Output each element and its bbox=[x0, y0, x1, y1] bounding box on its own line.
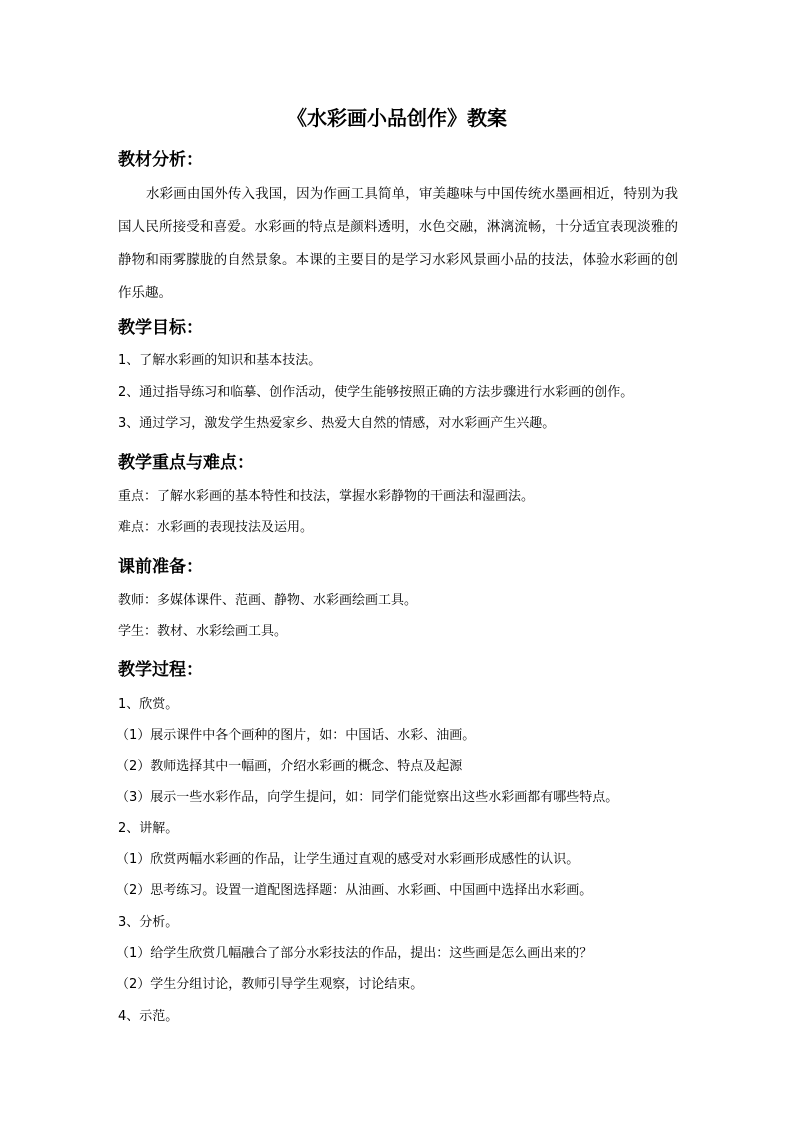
process-substep: （1）欣赏两幅水彩画的作品，让学生通过直观的感受对水彩画形成感性的认识。 bbox=[116, 852, 580, 867]
heading-textbook-analysis: 教材分析： bbox=[118, 150, 203, 170]
process-substep: （1）展示课件中各个画种的图片，如：中国话、水彩、油画。 bbox=[116, 728, 476, 743]
process-step: 2、讲解。 bbox=[118, 821, 179, 836]
objective-item: 3、通过学习，激发学生热爱家乡、热爱大自然的情感，对水彩画产生兴趣。 bbox=[118, 416, 556, 431]
heading-key-points: 教学重点与难点： bbox=[118, 453, 254, 473]
preparation-item: 学生：教材、水彩绘画工具。 bbox=[118, 624, 288, 639]
process-step: 1、欣赏。 bbox=[118, 697, 179, 712]
preparation-item: 教师：多媒体课件、范画、静物、水彩画绘画工具。 bbox=[118, 593, 418, 608]
heading-teaching-process: 教学过程： bbox=[118, 660, 203, 680]
document-title: 《水彩画小品创作》教案 bbox=[287, 106, 507, 130]
process-substep: （2）思考练习。设置一道配图选择题：从油画、水彩画、中国画中选择出水彩画。 bbox=[116, 883, 593, 898]
process-substep: （2）学生分组讨论，教师引导学生观察，讨论结束。 bbox=[116, 977, 424, 992]
process-substep: （2）教师选择其中一幅画，介绍水彩画的概念、特点及起源 bbox=[116, 759, 463, 774]
difficulty-item: 难点：水彩画的表现技法及运用。 bbox=[118, 520, 314, 535]
key-point-item: 重点：了解水彩画的基本特性和技法，掌握水彩静物的干画法和湿画法。 bbox=[118, 489, 535, 504]
process-step: 4、示范。 bbox=[118, 1009, 179, 1024]
process-substep: （3）展示一些水彩作品，向学生提问，如：同学们能觉察出这些水彩画都有哪些特点。 bbox=[116, 790, 619, 805]
heading-preparation: 课前准备： bbox=[118, 557, 203, 577]
objective-item: 2、通过指导练习和临摹、创作活动，使学生能够按照正确的方法步骤进行水彩画的创作。 bbox=[118, 385, 634, 400]
heading-teaching-objectives: 教学目标： bbox=[118, 318, 203, 338]
objective-item: 1、了解水彩画的知识和基本技法。 bbox=[118, 353, 322, 368]
process-step: 3、分析。 bbox=[118, 915, 179, 930]
process-substep: （1）给学生欣赏几幅融合了部分水彩技法的作品，提出：这些画是怎么画出来的？ bbox=[116, 946, 593, 961]
analysis-paragraph: 水彩画由国外传入我国，因为作画工具简单，审美趣味与中国传统水墨画相近，特别为我国人民所接受和喜爱。水彩画的特点是颜料透明，水色交融，淋漓流畅，十分适宜表现淡雅的静物和雨雾朦胧的自然景象。本课的主要目的是学习水彩风景画小品的技法，体验水彩画的创作乐趣。 bbox=[118, 186, 678, 301]
